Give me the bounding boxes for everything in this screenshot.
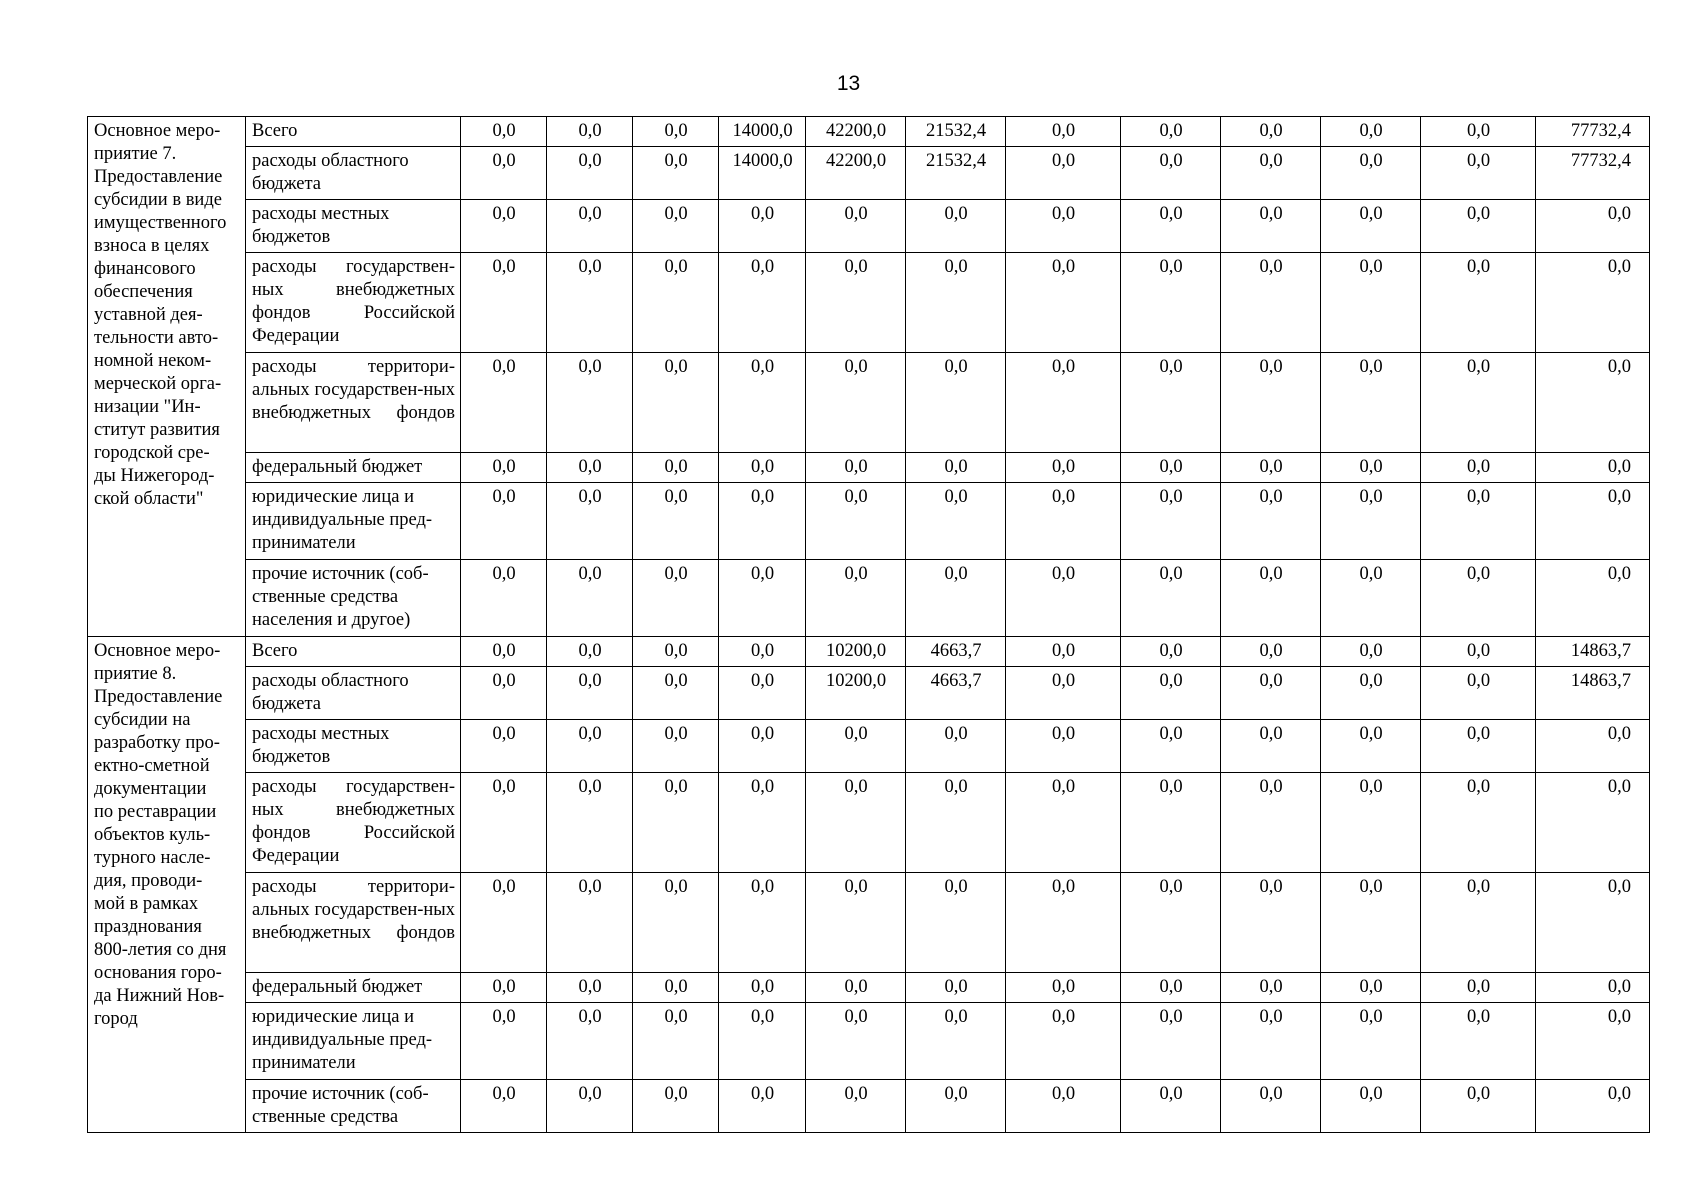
value-cell: 0,0 [1536, 253, 1650, 353]
value-cell: 0,0 [1006, 147, 1121, 200]
value-cell: 0,0 [1006, 637, 1121, 667]
value-cell: 0,0 [1121, 637, 1221, 667]
value-cell: 0,0 [1221, 353, 1321, 453]
value-cell: 0,0 [1221, 1080, 1321, 1133]
value-cell: 0,0 [1421, 1003, 1536, 1080]
value-cell: 0,0 [1221, 720, 1321, 773]
value-cell: 0,0 [1006, 873, 1121, 973]
value-cell: 0,0 [633, 720, 719, 773]
value-cell: 0,0 [906, 253, 1006, 353]
value-cell: 0,0 [719, 453, 806, 483]
value-cell: 0,0 [547, 973, 633, 1003]
value-cell: 0,0 [633, 147, 719, 200]
value-cell: 0,0 [1536, 873, 1650, 973]
source-cell: прочие источник (соб-ственные средства [246, 1080, 461, 1133]
value-cell: 0,0 [1421, 667, 1536, 720]
value-cell: 21532,4 [906, 147, 1006, 200]
value-cell: 0,0 [461, 560, 547, 637]
value-cell: 77732,4 [1536, 117, 1650, 147]
value-cell: 0,0 [906, 353, 1006, 453]
value-cell: 0,0 [1121, 667, 1221, 720]
value-cell: 0,0 [461, 720, 547, 773]
value-cell: 0,0 [806, 1080, 906, 1133]
value-cell: 4663,7 [906, 667, 1006, 720]
value-cell: 0,0 [547, 1080, 633, 1133]
value-cell: 0,0 [1321, 560, 1421, 637]
value-cell: 0,0 [1121, 973, 1221, 1003]
value-cell: 0,0 [1006, 667, 1121, 720]
value-cell: 10200,0 [806, 667, 906, 720]
source-cell: расходы местных бюджетов [246, 720, 461, 773]
value-cell: 0,0 [1121, 353, 1221, 453]
source-cell: расходы местных бюджетов [246, 200, 461, 253]
value-cell: 0,0 [461, 253, 547, 353]
value-cell: 0,0 [806, 873, 906, 973]
source-cell: Всего [246, 637, 461, 667]
value-cell: 0,0 [719, 483, 806, 560]
value-cell: 0,0 [1421, 637, 1536, 667]
value-cell: 0,0 [633, 637, 719, 667]
value-cell: 0,0 [1121, 253, 1221, 353]
value-cell: 0,0 [461, 200, 547, 253]
value-cell: 0,0 [461, 667, 547, 720]
value-cell: 0,0 [633, 117, 719, 147]
value-cell: 0,0 [1006, 453, 1121, 483]
value-cell: 0,0 [547, 147, 633, 200]
source-cell: расходы областного бюджета [246, 667, 461, 720]
value-cell: 0,0 [1006, 353, 1121, 453]
value-cell: 0,0 [1221, 873, 1321, 973]
value-cell: 0,0 [1421, 560, 1536, 637]
value-cell: 0,0 [633, 453, 719, 483]
value-cell: 0,0 [1006, 1003, 1121, 1080]
value-cell: 0,0 [1321, 453, 1421, 483]
value-cell: 0,0 [906, 200, 1006, 253]
value-cell: 0,0 [1421, 117, 1536, 147]
value-cell: 0,0 [1536, 773, 1650, 873]
value-cell: 0,0 [1536, 453, 1650, 483]
value-cell: 0,0 [806, 483, 906, 560]
value-cell: 0,0 [633, 200, 719, 253]
table-row [88, 147, 1650, 200]
value-cell: 0,0 [1536, 1080, 1650, 1133]
value-cell: 0,0 [719, 200, 806, 253]
value-cell: 0,0 [1321, 200, 1421, 253]
value-cell: 0,0 [806, 1003, 906, 1080]
budget-table [87, 116, 1650, 1133]
value-cell: 0,0 [461, 147, 547, 200]
value-cell: 0,0 [1006, 973, 1121, 1003]
value-cell: 0,0 [1121, 1003, 1221, 1080]
value-cell: 14000,0 [719, 117, 806, 147]
value-cell: 0,0 [1006, 117, 1121, 147]
value-cell: 0,0 [1536, 720, 1650, 773]
value-cell: 0,0 [633, 773, 719, 873]
value-cell: 0,0 [1321, 483, 1421, 560]
value-cell: 0,0 [633, 973, 719, 1003]
value-cell: 0,0 [547, 453, 633, 483]
value-cell: 0,0 [1121, 773, 1221, 873]
source-cell: юридические лица и индивидуальные пред-приниматели [246, 1003, 461, 1080]
value-cell: 0,0 [1421, 453, 1536, 483]
value-cell: 0,0 [1221, 200, 1321, 253]
value-cell: 0,0 [806, 720, 906, 773]
value-cell: 0,0 [906, 483, 1006, 560]
value-cell: 0,0 [906, 453, 1006, 483]
value-cell: 4663,7 [906, 637, 1006, 667]
value-cell: 0,0 [719, 773, 806, 873]
source-cell: расходы территори-альных государствен-ных внебюджетных фондов [246, 873, 461, 973]
value-cell: 0,0 [719, 560, 806, 637]
value-cell: 14000,0 [719, 147, 806, 200]
value-cell: 0,0 [719, 1080, 806, 1133]
value-cell: 0,0 [1536, 483, 1650, 560]
value-cell: 0,0 [906, 773, 1006, 873]
value-cell: 0,0 [547, 253, 633, 353]
value-cell: 0,0 [1221, 637, 1321, 667]
value-cell: 0,0 [719, 873, 806, 973]
value-cell: 0,0 [1006, 483, 1121, 560]
source-cell: расходы государствен-ных внебюджетных фондов Российской Федерации [246, 773, 461, 873]
value-cell: 0,0 [633, 560, 719, 637]
table-row [88, 200, 1650, 253]
value-cell: 0,0 [1221, 147, 1321, 200]
value-cell: 0,0 [1421, 353, 1536, 453]
value-cell: 0,0 [1321, 873, 1421, 973]
value-cell: 0,0 [1121, 147, 1221, 200]
value-cell: 0,0 [1221, 453, 1321, 483]
source-cell: юридические лица и индивидуальные пред-приниматели [246, 483, 461, 560]
source-cell: Всего [246, 117, 461, 147]
value-cell: 0,0 [633, 253, 719, 353]
value-cell: 0,0 [719, 667, 806, 720]
value-cell: 0,0 [1421, 483, 1536, 560]
table-row [88, 253, 1650, 353]
value-cell: 0,0 [1221, 1003, 1321, 1080]
value-cell: 0,0 [906, 560, 1006, 637]
value-cell: 14863,7 [1536, 667, 1650, 720]
value-cell: 0,0 [1221, 117, 1321, 147]
value-cell: 0,0 [547, 773, 633, 873]
value-cell: 0,0 [1121, 560, 1221, 637]
value-cell: 0,0 [1006, 253, 1121, 353]
value-cell: 0,0 [461, 1003, 547, 1080]
value-cell: 0,0 [461, 117, 547, 147]
value-cell: 0,0 [461, 973, 547, 1003]
table-row [88, 453, 1650, 483]
table-row [88, 560, 1650, 637]
value-cell: 0,0 [719, 253, 806, 353]
value-cell: 0,0 [1421, 973, 1536, 1003]
value-cell: 0,0 [1536, 200, 1650, 253]
value-cell: 42200,0 [806, 147, 906, 200]
page-number: 13 [836, 72, 861, 95]
value-cell: 0,0 [547, 353, 633, 453]
value-cell: 0,0 [633, 873, 719, 973]
value-cell: 14863,7 [1536, 637, 1650, 667]
source-cell: федеральный бюджет [246, 453, 461, 483]
value-cell: 0,0 [633, 1003, 719, 1080]
table-body [88, 117, 1650, 1133]
source-cell: федеральный бюджет [246, 973, 461, 1003]
value-cell: 0,0 [719, 353, 806, 453]
value-cell: 0,0 [1221, 253, 1321, 353]
table-row [88, 637, 1650, 667]
value-cell: 0,0 [1121, 117, 1221, 147]
value-cell: 0,0 [806, 560, 906, 637]
value-cell: 0,0 [1536, 560, 1650, 637]
value-cell: 0,0 [547, 483, 633, 560]
value-cell: 0,0 [1121, 1080, 1221, 1133]
value-cell: 42200,0 [806, 117, 906, 147]
value-cell: 0,0 [547, 873, 633, 973]
value-cell: 0,0 [1121, 873, 1221, 973]
value-cell: 0,0 [1536, 1003, 1650, 1080]
value-cell: 0,0 [719, 973, 806, 1003]
value-cell: 0,0 [461, 483, 547, 560]
table-row [88, 1003, 1650, 1080]
value-cell: 0,0 [1321, 117, 1421, 147]
value-cell: 0,0 [1321, 353, 1421, 453]
value-cell: 0,0 [1421, 873, 1536, 973]
value-cell: 0,0 [1321, 637, 1421, 667]
value-cell: 0,0 [1006, 720, 1121, 773]
value-cell: 0,0 [806, 773, 906, 873]
value-cell: 0,0 [806, 253, 906, 353]
value-cell: 0,0 [1006, 1080, 1121, 1133]
value-cell: 0,0 [1221, 973, 1321, 1003]
value-cell: 0,0 [547, 667, 633, 720]
table-row [88, 117, 1650, 147]
value-cell: 0,0 [1006, 560, 1121, 637]
value-cell: 0,0 [547, 637, 633, 667]
value-cell: 0,0 [1121, 453, 1221, 483]
table-row [88, 720, 1650, 773]
value-cell: 0,0 [906, 1003, 1006, 1080]
value-cell: 0,0 [1221, 560, 1321, 637]
value-cell: 0,0 [906, 873, 1006, 973]
value-cell: 10200,0 [806, 637, 906, 667]
value-cell: 0,0 [719, 637, 806, 667]
value-cell: 0,0 [1321, 973, 1421, 1003]
value-cell: 0,0 [1536, 353, 1650, 453]
table-row [88, 873, 1650, 973]
value-cell: 0,0 [1006, 773, 1121, 873]
value-cell: 0,0 [806, 973, 906, 1003]
table-row [88, 773, 1650, 873]
value-cell: 0,0 [461, 773, 547, 873]
table-row [88, 667, 1650, 720]
value-cell: 0,0 [1321, 147, 1421, 200]
value-cell: 0,0 [1321, 1080, 1421, 1133]
value-cell: 0,0 [633, 353, 719, 453]
value-cell: 0,0 [547, 560, 633, 637]
value-cell: 0,0 [906, 720, 1006, 773]
value-cell: 0,0 [806, 453, 906, 483]
value-cell: 0,0 [1321, 720, 1421, 773]
source-cell: расходы территори-альных государствен-ных внебюджетных фондов [246, 353, 461, 453]
value-cell: 0,0 [633, 1080, 719, 1133]
value-cell: 0,0 [1221, 667, 1321, 720]
value-cell: 0,0 [806, 353, 906, 453]
value-cell: 0,0 [1321, 253, 1421, 353]
value-cell: 0,0 [1321, 667, 1421, 720]
value-cell: 0,0 [1121, 720, 1221, 773]
table-row [88, 353, 1650, 453]
value-cell: 0,0 [547, 117, 633, 147]
value-cell: 0,0 [633, 667, 719, 720]
value-cell: 0,0 [1536, 973, 1650, 1003]
value-cell: 0,0 [906, 973, 1006, 1003]
table-row [88, 973, 1650, 1003]
value-cell: 0,0 [547, 200, 633, 253]
value-cell: 0,0 [633, 483, 719, 560]
value-cell: 0,0 [1421, 773, 1536, 873]
activity-cell: Основное меро- приятие 7. Предоставление субсидии в виде имущественного взноса в целях финансового обеспечения уставной дея- тельности авто- номной неком- мерческой орга- низации "Ин- ститут развития городской сре- ды Нижегород- ской области" [88, 117, 246, 637]
table-row [88, 483, 1650, 560]
value-cell: 0,0 [461, 353, 547, 453]
value-cell: 0,0 [1421, 147, 1536, 200]
table-row [88, 1080, 1650, 1133]
value-cell: 0,0 [547, 720, 633, 773]
value-cell: 0,0 [1421, 720, 1536, 773]
value-cell: 21532,4 [906, 117, 1006, 147]
value-cell: 0,0 [461, 637, 547, 667]
value-cell: 77732,4 [1536, 147, 1650, 200]
value-cell: 0,0 [719, 1003, 806, 1080]
value-cell: 0,0 [1421, 253, 1536, 353]
activity-cell: Основное меро- приятие 8. Предоставление субсидии на разработку про- ектно-сметной документации по реставрации объектов куль- турного насле- дия, проводи- мой в рамках празднования 800-летия со дня основания горо- да Нижний Нов- город [88, 637, 246, 1133]
value-cell: 0,0 [1421, 1080, 1536, 1133]
value-cell: 0,0 [1321, 773, 1421, 873]
value-cell: 0,0 [1006, 200, 1121, 253]
value-cell: 0,0 [1321, 1003, 1421, 1080]
value-cell: 0,0 [1421, 200, 1536, 253]
value-cell: 0,0 [906, 1080, 1006, 1133]
value-cell: 0,0 [719, 720, 806, 773]
value-cell: 0,0 [547, 1003, 633, 1080]
source-cell: прочие источник (соб-ственные средства населения и другое) [246, 560, 461, 637]
source-cell: расходы областного бюджета [246, 147, 461, 200]
value-cell: 0,0 [1121, 200, 1221, 253]
value-cell: 0,0 [1221, 483, 1321, 560]
value-cell: 0,0 [461, 453, 547, 483]
value-cell: 0,0 [461, 1080, 547, 1133]
value-cell: 0,0 [1121, 483, 1221, 560]
value-cell: 0,0 [806, 200, 906, 253]
value-cell: 0,0 [461, 873, 547, 973]
source-cell: расходы государствен-ных внебюджетных фондов Российской Федерации [246, 253, 461, 353]
value-cell: 0,0 [1221, 773, 1321, 873]
